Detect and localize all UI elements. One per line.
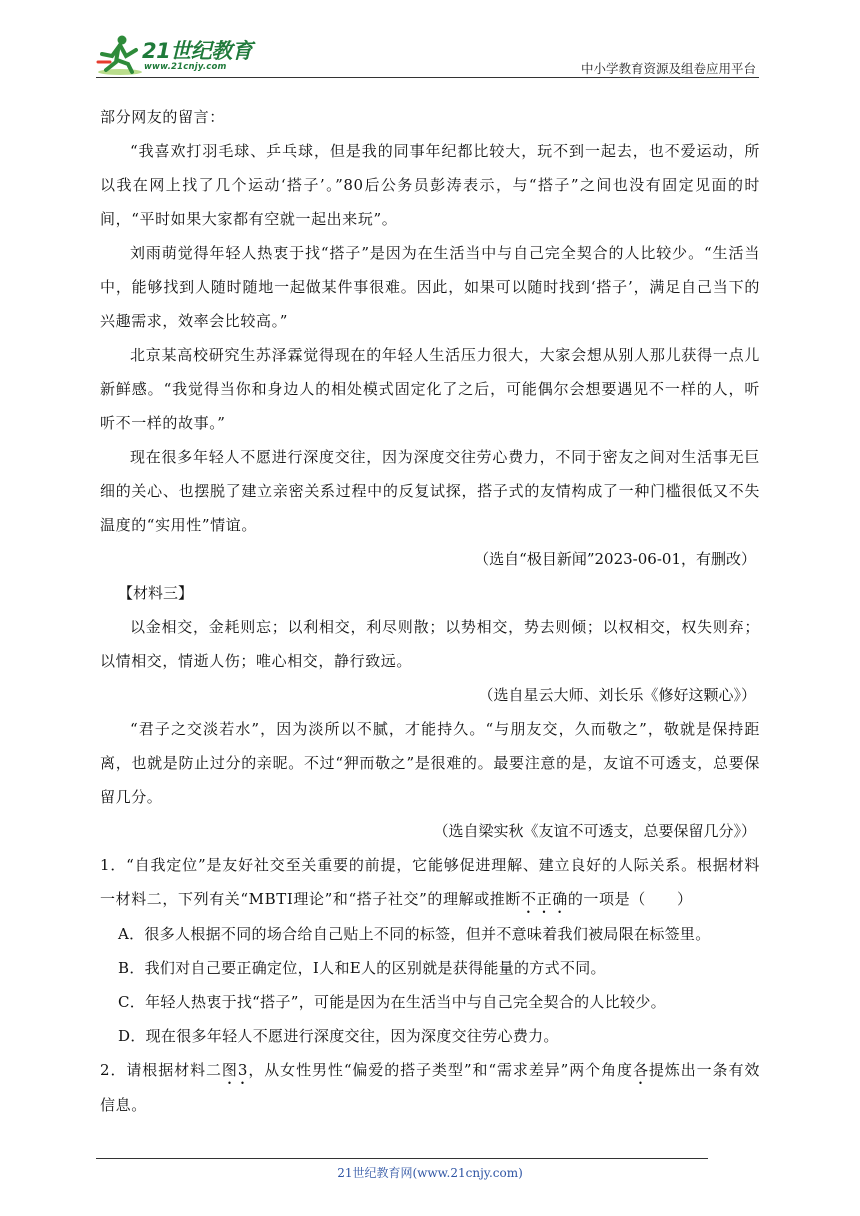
question-2-text: 2．请根据材料二 (100, 1061, 222, 1079)
paragraph-liu-yumeng: 刘雨萌觉得年轻人热衷于找“搭子”是因为在生活当中与自己完全契合的人比较少。“生活当中，能够找到人随时随地一起做某件事很难。因此，如果可以随时找到‘搭子’，满足自己当下的兴趣需求，效率会比较高。” (100, 244, 760, 330)
option-c[interactable]: C．年轻人热衷于找“搭子”，可能是因为在生活当中与自己完全契合的人比较少。 (118, 993, 666, 1011)
paragraph-peng-tao: “我喜欢打羽毛球、乒乓球，但是我的同事年纪都比较大，玩不到一起去，也不爱运动，所以我在网上找了几个运动‘搭子’。”80后公务员彭涛表示，与“搭子”之间也没有固定见面的时间，“平时如果大家都有空就一起出来玩”。 (100, 142, 760, 228)
footer-divider (96, 1158, 708, 1159)
source-citation-3: （选自梁实秋《友谊不可透支，总要保留几分》） (433, 822, 756, 840)
question-2-emphasis-figure: 图3 (221, 1061, 248, 1079)
material-3-heading: 【材料三】 (118, 584, 194, 602)
footer-link[interactable]: 21世纪教育网(www.21cnjy.com) (337, 1166, 523, 1180)
paragraph-su-zelin: 北京某高校研究生苏泽霖觉得现在的年轻人生活压力很大，大家会想从别人那儿获得一点儿新鲜感。“我觉得当你和身边人的相处模式固定化了之后，可能偶尔会想要遇见不一样的人，听听不一样的故事。” (100, 346, 760, 432)
option-a[interactable]: A．很多人根据不同的场合给自己贴上不同的标签，但并不意味着我们被局限在标签里。 (118, 925, 711, 943)
question-2-stem (100, 1053, 760, 1122)
site-logo[interactable] (96, 34, 266, 78)
source-citation-1: （选自“极目新闻”2023-06-01，有删改） (474, 550, 756, 568)
option-b[interactable]: B．我们对自己要正确定位，I人和E人的区别就是获得能量的方式不同。 (118, 959, 606, 977)
runner-icon (96, 34, 146, 78)
option-d[interactable]: D．现在很多年轻人不愿进行深度交往，因为深度交往劳心费力。 (118, 1027, 559, 1045)
source-citation-2: （选自星云大师、刘长乐《修好这颗心》） (478, 686, 756, 704)
logo-wordmark: 21世纪教育 (142, 39, 253, 63)
document-body (100, 100, 760, 1122)
header-divider (96, 77, 759, 78)
question-2-emphasis-each: 各 (632, 1061, 649, 1079)
paragraph-deep-friendship: 现在很多年轻人不愿进行深度交往，因为深度交往劳心费力，不同于密友之间对生活事无巨细的关心、也摆脱了建立亲密关系过程中的反复试探，搭子式的友情构成了一种门槛很低又不失温度的“实用性”情谊。 (100, 448, 760, 534)
question-2-tail: 提炼出一条有效信息。 (100, 1061, 761, 1114)
intro-line: 部分网友的留言： (100, 108, 225, 126)
question-2-middle: ，从女性男性“偏爱的搭子类型”和“需求差异”两个角度 (248, 1061, 633, 1079)
question-1-tail: 的一项是（ ） (567, 890, 693, 908)
question-1-emphasis: 不正确 (521, 890, 568, 908)
paragraph-xingyun: 以金相交，金耗则忘；以利相交，利尽则散；以势相交，势去则倾；以权相交，权失则弃；以情相交，情逝人伤；唯心相交，静行致远。 (100, 618, 760, 670)
platform-name: 中小学教育资源及组卷应用平台 (580, 61, 756, 76)
logo-url: www.21cnjy.com (144, 62, 227, 72)
page-header (0, 0, 860, 82)
paragraph-liang-shiqiu: “君子之交淡若水”，因为淡所以不腻，才能持久。“与朋友交，久而敬之”，敬就是保持距离，也就是防止过分的亲昵。不过“狎而敬之”是很难的。最要注意的是，友谊不可透支，总要保留几分。 (100, 720, 760, 806)
question-1-stem (100, 848, 760, 917)
question-1-text: 1．“自我定位”是友好社交至关重要的前提，它能够促进理解、建立良好的人际关系。根据材料一材料二，下列有关“MBTI理论”和“搭子社交”的理解或推断 (100, 856, 760, 908)
